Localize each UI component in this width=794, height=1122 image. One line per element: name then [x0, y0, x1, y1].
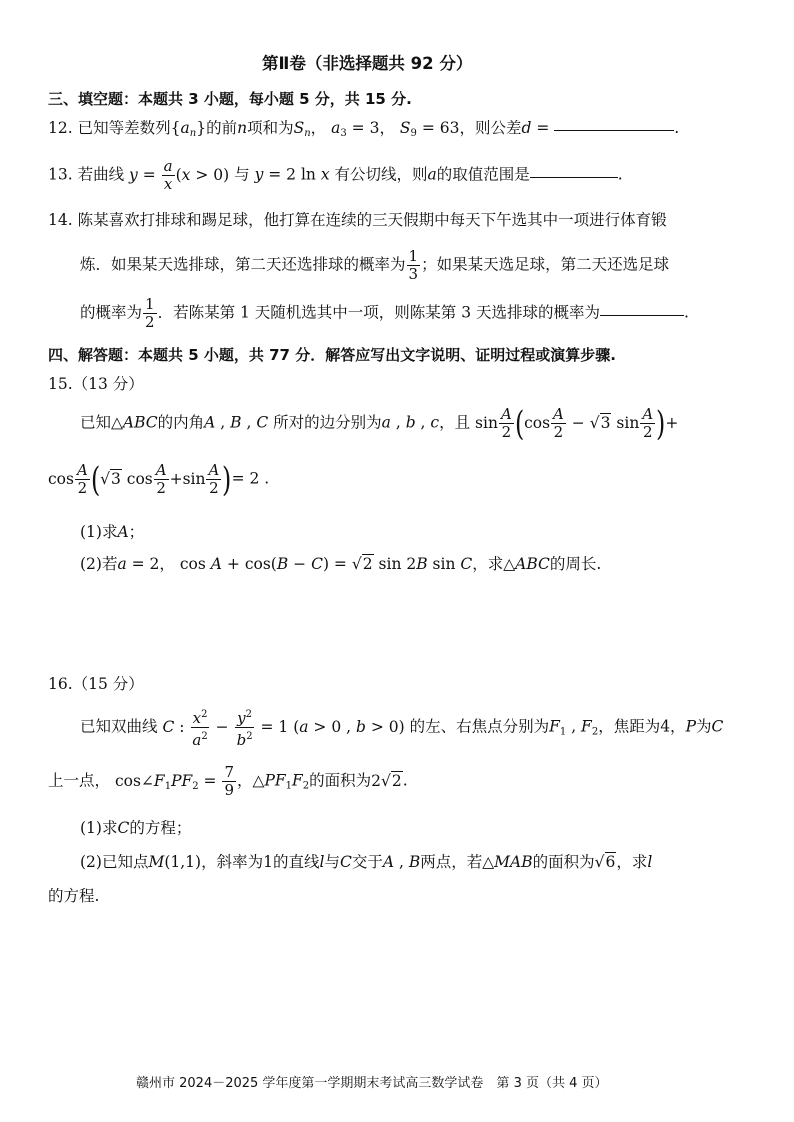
question-16-part2: (2)已知点M(1,1)，斜率为1的直线l与C交于A , B两点，若△MAB的面积为√6，求l	[80, 853, 653, 871]
question-16-part2-end: 的方程.	[48, 887, 100, 905]
q12-number: 12.	[48, 119, 73, 137]
q14-fraction-one-third: $\frac{1}{3}$	[408, 247, 419, 283]
question-16-line2: 上一点， $\cos\angle F_1PF_2$ = $\frac{7}{9}$ ，$\triangle PF_1F_2$的面积为2√2.	[48, 763, 408, 799]
part-title: 第Ⅱ卷（非选择题共 92 分）	[262, 54, 473, 73]
question-14-line1: 14. 陈某喜欢打排球和踢足球，他打算在连续的三天假期中每天下午选其中一项进行体育锻	[48, 211, 667, 229]
q12-math-a3: $a_3 = 3$	[331, 119, 380, 139]
q13-math-curve1: y = $\frac{a}{x}$ (x > 0)	[129, 157, 230, 193]
q13-answer-blank[interactable]	[530, 177, 618, 178]
q12-math-sequence: $\{a_n\}$	[170, 119, 207, 139]
q12-answer-blank[interactable]	[554, 130, 674, 131]
q14-answer-blank[interactable]	[600, 315, 684, 316]
question-15-line1: 已知△ABC的内角A , B , C 所对的边分别为a , b , c，且 sin $\frac{A}{2}$ (cos $\frac{A}{2}$ − √3 sin $\frac{A}{2}$ )+	[80, 403, 679, 444]
question-14-line3: 的概率为 $\frac{1}{2}$ ．若陈某第 1 天随机选其中一项，则陈某第 3 天选排球的概率为 .	[80, 295, 689, 331]
question-13: 13. 若曲线 y = $\frac{a}{x}$ (x > 0) 与 y = 2 ln x 有公切线，则a的取值范围是 .	[48, 157, 623, 193]
q16-math-area: 2√2	[371, 771, 402, 790]
page-footer: 赣州市 2024－2025 学年度第一学期期末考试高三数学试卷 第 3 页（共 4 页）	[136, 1076, 608, 1091]
question-14-line2: 炼．如果某天选排球，第二天还选排球的概率为 $\frac{1}{3}$ ；如果某天选足球，第二天还选足球	[80, 247, 670, 283]
q16-math-sqrt6: √6	[594, 853, 616, 871]
question-15-part1: (1)求A；	[80, 523, 145, 541]
q13-math-curve2: y = 2 ln x	[254, 165, 330, 184]
q16-math-cos-angle: $\cos\angle F_1PF_2$ = $\frac{7}{9}$	[114, 763, 235, 799]
q12-math-s9: $S_9 = 63$	[399, 119, 460, 139]
question-12: 12. 已知等差数列$\{a_n\}$的前n项和为$S_n$， $a_3 = 3$， $S_9 = 63$，则公差d = .	[48, 119, 680, 139]
question-16-part1: (1)求C的方程；	[80, 819, 192, 837]
q15-math-expression2: cos $\frac{A}{2}$ (√3 cos $\frac{A}{2}$ +sin $\frac{A}{2}$ )	[48, 459, 232, 500]
question-15-line2: cos $\frac{A}{2}$ (√3 cos $\frac{A}{2}$ +sin $\frac{A}{2}$ )= 2 .	[48, 459, 270, 500]
question-15-part2: (2)若a = 2， cos A + cos(B − C) = √2 sin 2B sin C，求△ABC的周长.	[80, 555, 602, 573]
section-fill-in-header: 三、填空题：本题共 3 小题，每小题 5 分，共 15 分.	[48, 90, 412, 108]
section-answer-header: 四、解答题：本题共 5 小题，共 77 分．解答应写出文字说明、证明过程或演算步骤.	[48, 346, 616, 364]
question-16-line1: 已知双曲线 C : $\frac{x^2}{a^2}$ − $\frac{y^2}{b^2}$ = 1 (a > 0 , b > 0) 的左、右焦点分别为$F_1$ , $F_2$，焦距为4，P为C	[80, 706, 723, 749]
question-16-header: 16.（15 分）	[48, 675, 144, 693]
q16-math-hyperbola: C : $\frac{x^2}{a^2}$ − $\frac{y^2}{b^2}$ = 1 (a > 0 , b > 0)	[162, 718, 404, 736]
q14-fraction-one-half: $\frac{1}{2}$	[145, 295, 155, 331]
question-15-header: 15.（13 分）	[48, 375, 144, 393]
q15-math-condition: cos A + cos(B − C) = √2 sin 2B sin C	[179, 555, 473, 573]
q15-math-expression1: sin $\frac{A}{2}$ (cos $\frac{A}{2}$ − √3 sin $\frac{A}{2}$ )+	[475, 403, 679, 444]
